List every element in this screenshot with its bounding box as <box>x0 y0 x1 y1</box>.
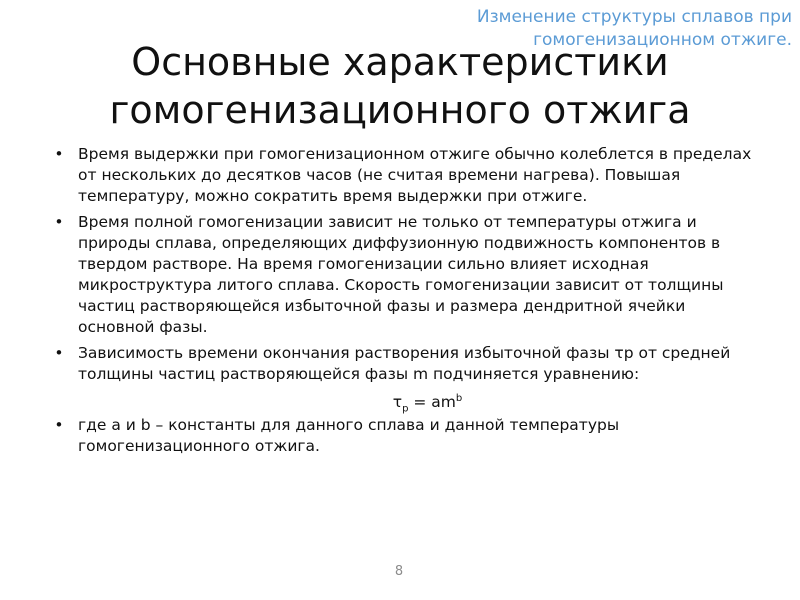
bullet-list <box>52 144 752 462</box>
bullet-text: Время выдержки при гомогенизационном отжиге обычно колеблется в пределах от нескольких до десятков часов (не считая времени нагрева). Повышая температуру, можно сократить время выдержки при отжиге. <box>78 145 752 205</box>
bullet-text: Время полной гомогенизации зависит не только от температуры отжига и природы сплава, определяющих диффузионную подвижность компонентов в твердом растворе. На время гомогенизации сильно влияет исходная микроструктура литого сплава. Скорость гомогенизации зависит от толщины частиц растворяющейся избыточной фазы и размера дендритной ячейки основной фазы. <box>78 213 724 336</box>
list-item <box>52 343 752 385</box>
formula-rhs: am <box>431 393 456 412</box>
formula-lhs: τ <box>392 393 403 412</box>
list-item <box>52 212 752 338</box>
bullet-text: Зависимость времени окончания растворения избыточной фазы τр от средней толщины частиц растворяющейся фазы m подчиняется уравнению: <box>78 344 731 383</box>
list-item <box>52 415 752 457</box>
formula-line <box>52 388 752 415</box>
bullet-icon: • <box>54 344 64 362</box>
bullet-icon: • <box>54 416 64 434</box>
bullet-icon: • <box>54 145 64 163</box>
slide-title: Основные характеристики гомогенизационного отжига <box>109 40 691 132</box>
list-item <box>52 144 752 207</box>
page-number: 8 <box>394 564 404 579</box>
bullet-text: где a и b – константы для данного сплава и данной температуры гомогенизационного отжига. <box>78 416 620 455</box>
bullet-icon: • <box>54 213 64 231</box>
formula-lhs-subscript: р <box>402 403 409 415</box>
formula-rhs-superscript: b <box>455 393 463 404</box>
formula-equals: = <box>408 393 432 412</box>
section-link[interactable]: Изменение структуры сплавов при гомогенизационном отжиге. <box>476 7 792 50</box>
